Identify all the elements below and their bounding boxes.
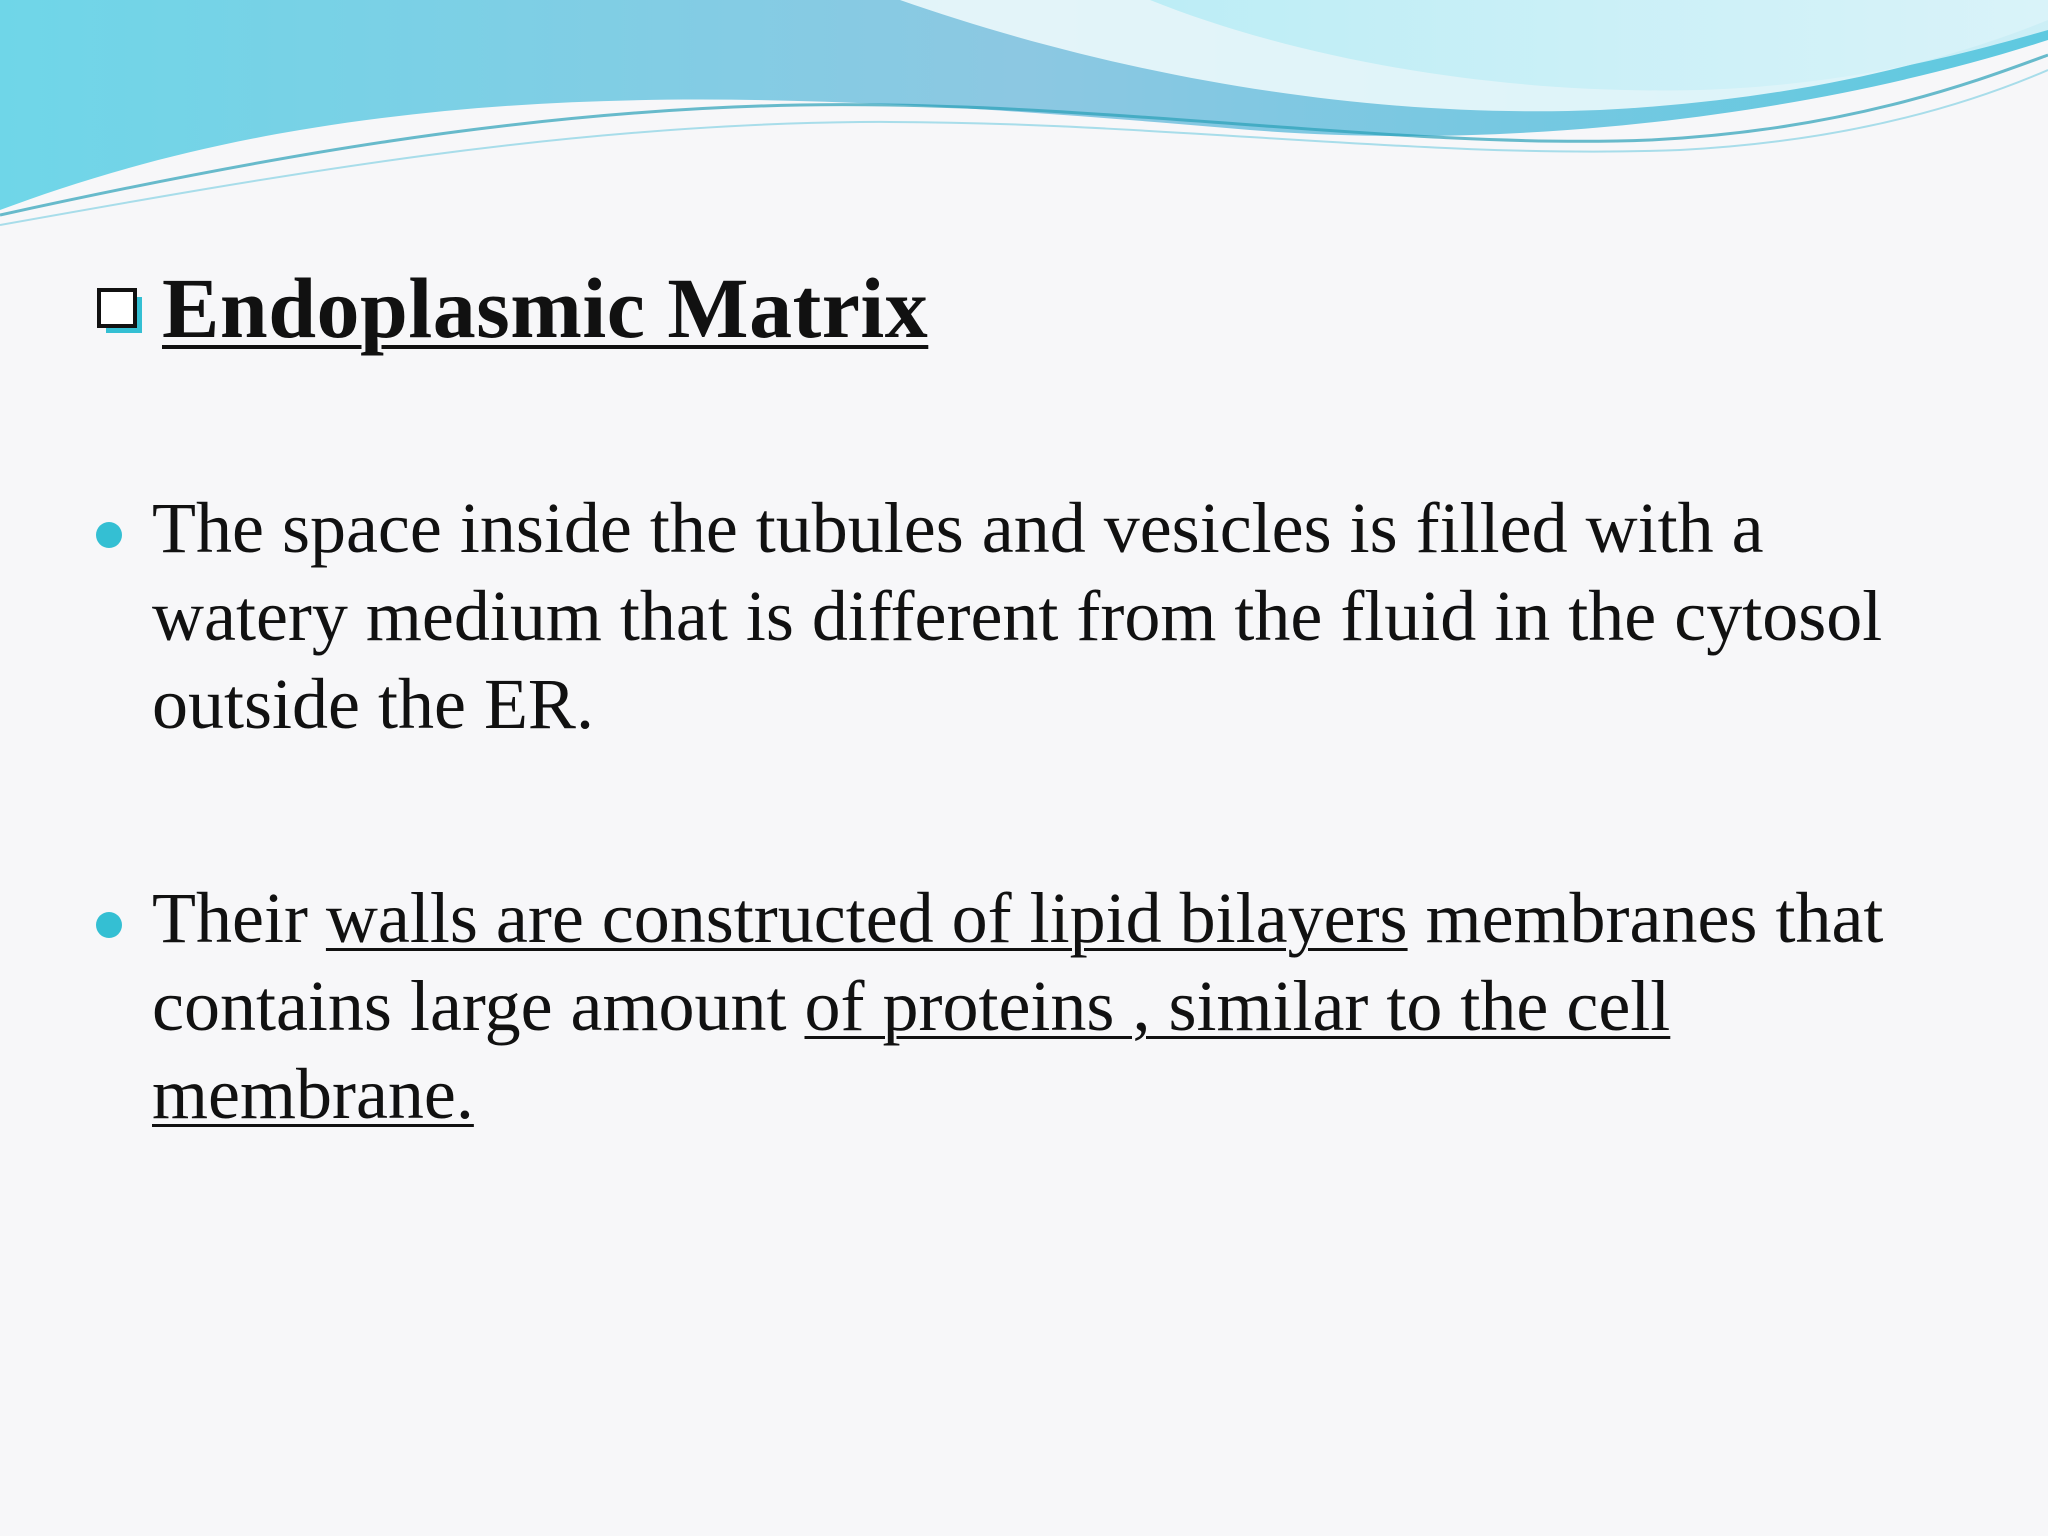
wave-header-decoration <box>0 0 2048 240</box>
bullet-text-middle: membranes that contains large amount <box>152 878 1884 1046</box>
slide-title-row <box>96 258 928 358</box>
bullet-text <box>152 874 1952 1138</box>
checkbox-icon <box>96 287 144 335</box>
bullet-text-prefix: Their <box>152 878 326 958</box>
bullet-dot-icon <box>96 522 122 548</box>
underlined-phrase: walls are constructed of lipid bilayers <box>325 878 1408 958</box>
bullet-text: The space inside the tubules and vesicles is filled with a watery medium that is different from the fluid in the cytosol outside the ER. <box>152 488 1883 744</box>
slide-title: Endoplasmic Matrix <box>162 260 929 356</box>
bullet-item <box>96 484 1956 748</box>
bullet-item <box>96 874 1956 1138</box>
underlined-phrase: of proteins , similar to the cell membrane. <box>152 966 1671 1134</box>
bullet-dot-icon <box>96 912 122 938</box>
